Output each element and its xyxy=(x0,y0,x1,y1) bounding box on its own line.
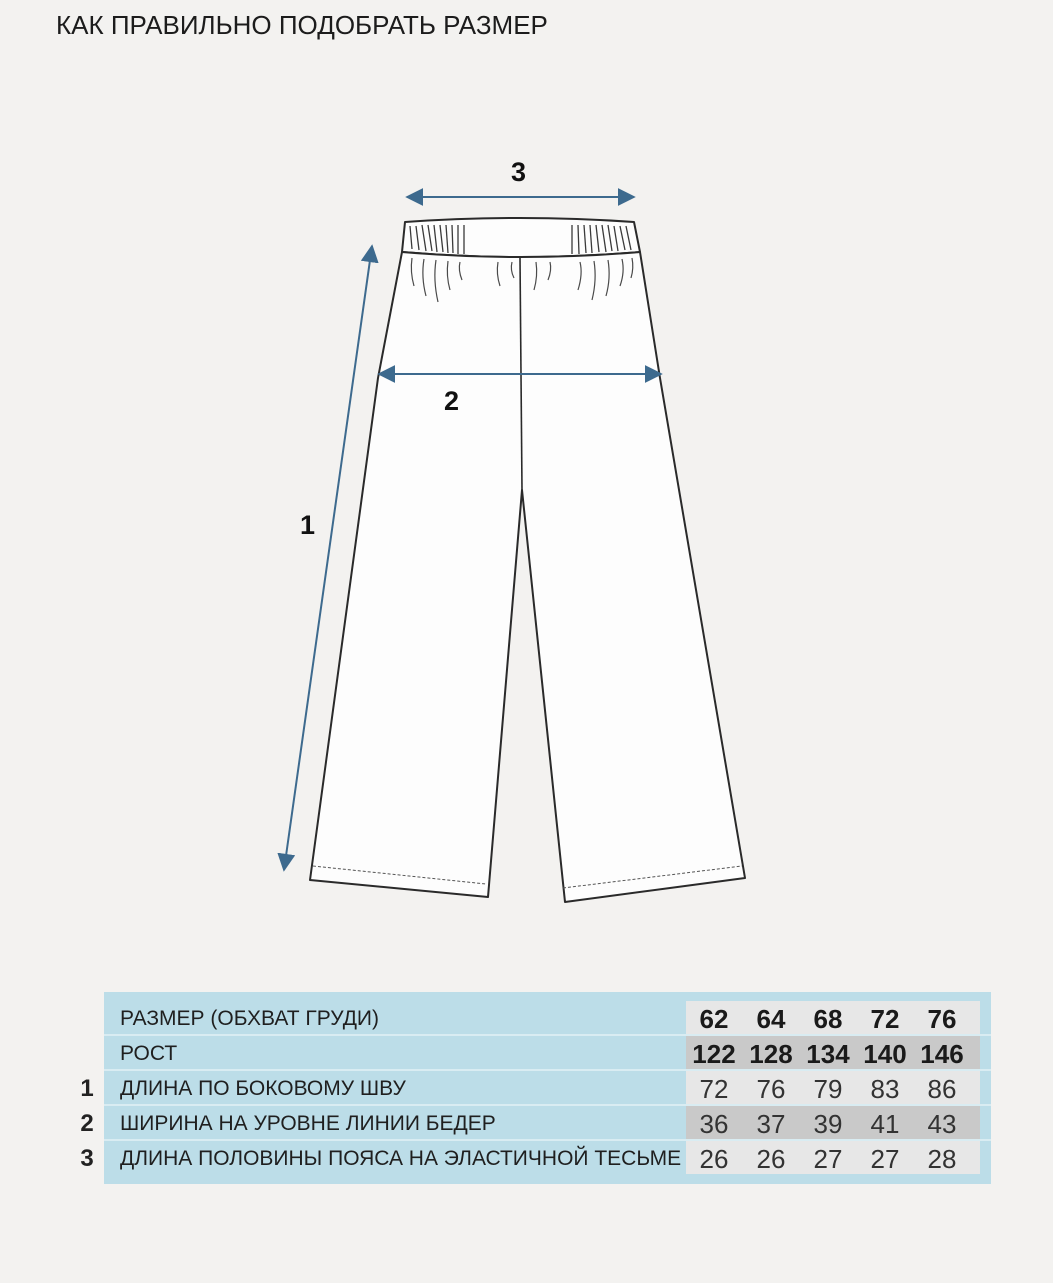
table-row-label: ДЛИНА ПО БОКОВОМУ ШВУ xyxy=(120,1077,406,1100)
table-cell: 122 xyxy=(692,1039,736,1069)
table-cell: 128 xyxy=(749,1039,793,1069)
table-row-label: РАЗМЕР (ОБХВАТ ГРУДИ) xyxy=(120,1007,380,1030)
table-row-values xyxy=(686,1071,980,1104)
table-cell: 72 xyxy=(699,1074,729,1104)
table-cell: 134 xyxy=(806,1039,850,1069)
table-row-values xyxy=(686,1106,980,1139)
row-number-1: 1 xyxy=(80,1075,94,1102)
table-cell: 27 xyxy=(870,1144,900,1174)
table-cell: 68 xyxy=(813,1004,843,1034)
row-number-3: 3 xyxy=(80,1145,94,1172)
table-cell: 43 xyxy=(927,1109,957,1139)
pants-outline xyxy=(310,218,745,902)
table-row xyxy=(104,1141,991,1174)
row-number-2: 2 xyxy=(80,1110,94,1137)
table-row-values xyxy=(686,1141,980,1174)
table-row-label: ДЛИНА ПОЛОВИНЫ ПОЯСА НА ЭЛАСТИЧНОЙ ТЕСЬМЕ xyxy=(120,1147,682,1170)
pants-body xyxy=(310,252,745,902)
table-cell: 28 xyxy=(927,1144,957,1174)
table-cell: 79 xyxy=(813,1074,843,1104)
page-title: КАК ПРАВИЛЬНО ПОДОБРАТЬ РАЗМЕР xyxy=(56,10,548,40)
measure-label-2: 2 xyxy=(444,386,460,416)
table-row-values xyxy=(686,1001,980,1034)
table-row xyxy=(104,1106,991,1139)
measure-label-3: 3 xyxy=(511,157,527,187)
table-cell: 26 xyxy=(699,1144,729,1174)
table-cell: 86 xyxy=(927,1074,957,1104)
table-cell: 72 xyxy=(870,1004,900,1034)
table-row-values xyxy=(686,1036,980,1069)
size-table xyxy=(104,992,991,1184)
table-cell: 146 xyxy=(920,1039,964,1069)
table-cell: 76 xyxy=(756,1074,786,1104)
table-cell: 41 xyxy=(870,1109,900,1139)
table-row xyxy=(104,1001,991,1034)
table-cell: 37 xyxy=(756,1109,786,1139)
table-cell: 39 xyxy=(813,1109,843,1139)
table-cell: 76 xyxy=(927,1004,957,1034)
table-row xyxy=(104,1036,991,1069)
measure-label-1: 1 xyxy=(300,510,316,540)
table-cell: 83 xyxy=(870,1074,900,1104)
table-cell: 62 xyxy=(699,1004,729,1034)
table-row xyxy=(104,1071,991,1104)
table-row-label: РОСТ xyxy=(120,1042,178,1065)
table-cell: 26 xyxy=(756,1144,786,1174)
table-cell: 140 xyxy=(863,1039,907,1069)
table-cell: 36 xyxy=(699,1109,729,1139)
table-row-label: ШИРИНА НА УРОВНЕ ЛИНИИ БЕДЕР xyxy=(120,1112,496,1135)
table-cell: 27 xyxy=(813,1144,843,1174)
table-cell: 64 xyxy=(756,1004,786,1034)
